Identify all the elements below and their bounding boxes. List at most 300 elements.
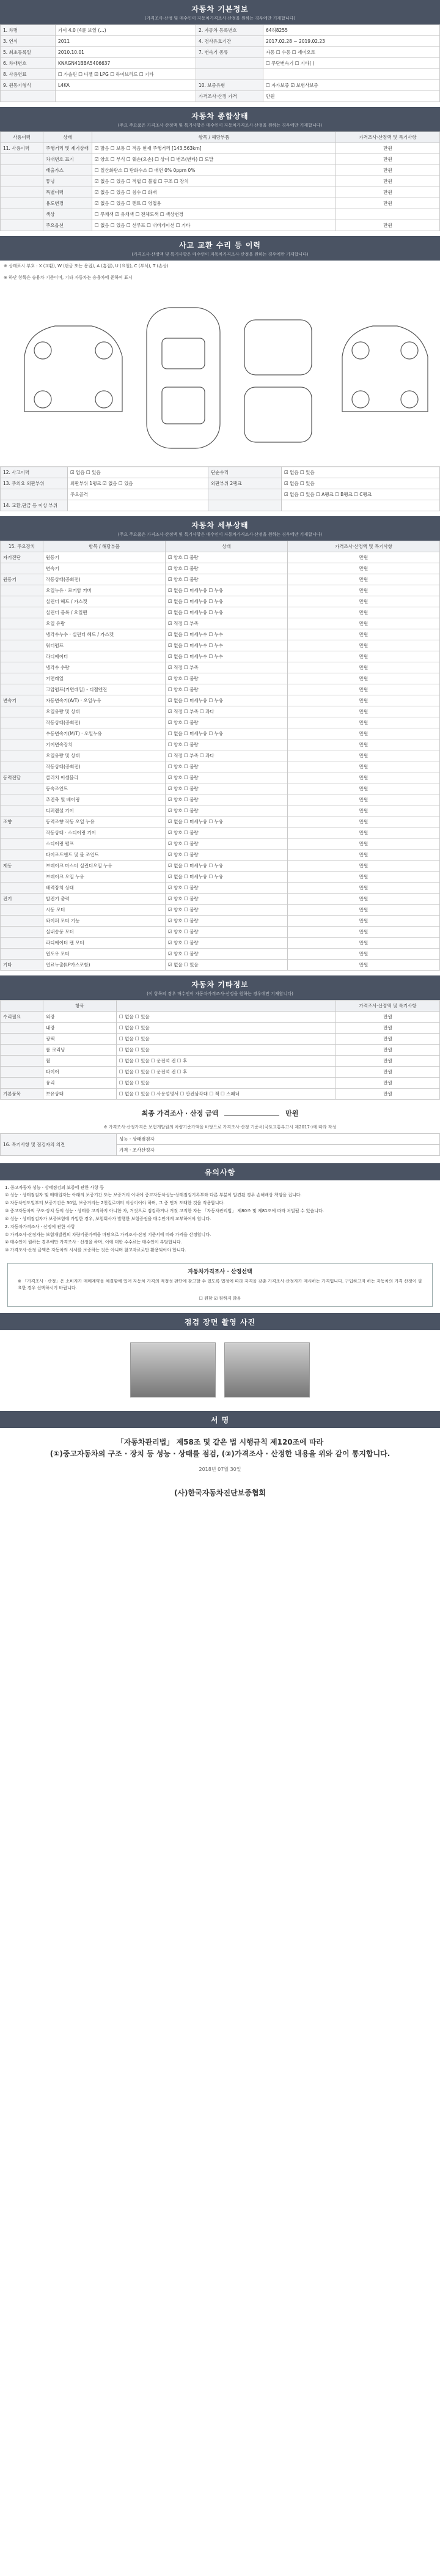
other-state: ☐ 없음 ☐ 있음 bbox=[117, 1012, 336, 1023]
photos-header bbox=[0, 1313, 440, 1330]
summary-row bbox=[1, 220, 440, 231]
detail-row bbox=[1, 905, 440, 916]
summary-table bbox=[0, 131, 440, 231]
detail-row bbox=[1, 574, 440, 585]
basic-value bbox=[56, 91, 196, 102]
detail-price: 만원 bbox=[288, 673, 440, 684]
accident-value-2 bbox=[282, 500, 440, 511]
detail-price: 만원 bbox=[288, 916, 440, 927]
detail-category bbox=[1, 739, 43, 750]
other-row bbox=[1, 1034, 440, 1045]
summary-price: 만원 bbox=[336, 165, 440, 176]
detail-state: ☑ 없음 ☐ 미세누유 ☐ 누유 bbox=[166, 585, 288, 596]
inspection-photo-rear bbox=[224, 1342, 310, 1397]
notice-line: ③ 중고자동차의 구조·장치 등의 성능 · 상태를 고지하지 아니한 자, 거짓으로 점검하거나 거짓 고지한 자는 「자동차관리법」 제80조 및 제81조에 따라 처벌될 수 있습니다. bbox=[5, 1208, 324, 1214]
other-item: 타이어 bbox=[43, 1067, 117, 1078]
detail-price: 만원 bbox=[288, 717, 440, 728]
summary-category bbox=[1, 187, 43, 198]
summary-category bbox=[1, 165, 43, 176]
detail-row bbox=[1, 717, 440, 728]
summary-price: 만원 bbox=[336, 187, 440, 198]
car-diagram bbox=[0, 283, 440, 467]
basic-value-2: 만원 bbox=[263, 91, 440, 102]
summary-subcategory: 색상 bbox=[43, 209, 92, 220]
detail-item: 라디에이터 bbox=[43, 651, 166, 662]
other-price: 만원 bbox=[336, 1012, 440, 1023]
detail-category bbox=[1, 728, 43, 739]
detail-row bbox=[1, 761, 440, 772]
detail-price: 만원 bbox=[288, 894, 440, 905]
detail-price: 만원 bbox=[288, 574, 440, 585]
detail-state: ☐ 양호 ☐ 불량 bbox=[166, 761, 288, 772]
detail-price: 만원 bbox=[288, 905, 440, 916]
detail-price: 만원 bbox=[288, 816, 440, 827]
detail-table bbox=[0, 541, 440, 971]
other-header bbox=[0, 975, 440, 1000]
inspection-photo-front bbox=[130, 1342, 216, 1397]
notice-line: ③ 가격조사·산정 금액은 자동차의 시세를 보증하는 것은 아니며 참고자료로만 활용되어야 합니다. bbox=[5, 1248, 186, 1253]
detail-price: 만원 bbox=[288, 949, 440, 960]
detail-item: 브레이크 마스터 실린더오일 누유 bbox=[43, 861, 166, 872]
detail-state: ☑ 없음 ☐ 미세누유 ☐ 누유 bbox=[166, 872, 288, 883]
detail-price: 만원 bbox=[288, 651, 440, 662]
accident-header bbox=[0, 236, 440, 261]
other-col-3 bbox=[117, 1001, 336, 1012]
detail-category: 동력전달 bbox=[1, 772, 43, 783]
summary-price: 만원 bbox=[336, 198, 440, 209]
price-choice-check[interactable]: ☐ 원함 ☑ 원하지 않음 bbox=[199, 1295, 241, 1301]
detail-item: 고압펌프(커먼레일) - 디젤엔진 bbox=[43, 684, 166, 695]
other-category: 기본품목 bbox=[1, 1089, 43, 1100]
detail-state: ☑ 양호 ☐ 불량 bbox=[166, 916, 288, 927]
summary-category bbox=[1, 198, 43, 209]
summary-items: ☑ 없음 ☐ 있음 ☐ 침수 ☐ 화재 bbox=[92, 187, 336, 198]
other-row bbox=[1, 1012, 440, 1023]
detail-row bbox=[1, 916, 440, 927]
detail-category bbox=[1, 794, 43, 805]
basic-value-2 bbox=[263, 69, 440, 80]
basic-label: 8. 사용연료 bbox=[1, 69, 56, 80]
accident-value-2: ☑ 없음 ☐ 있음 ☐ A랭크 ☐ B랭크 ☐ C랭크 bbox=[282, 489, 440, 500]
other-item: 룸 크리닝 bbox=[43, 1045, 117, 1056]
accident-label: 13. 주의요 외판부위 bbox=[1, 478, 68, 489]
detail-price: 만원 bbox=[288, 761, 440, 772]
detail-item: 냉각수 수량 bbox=[43, 662, 166, 673]
basic-label-2 bbox=[196, 69, 263, 80]
summary-subcategory: 용도변경 bbox=[43, 198, 92, 209]
notice-line: ① 가격조사·산정자는 보험개발원의 차량기준가액을 바탕으로 가격조사·산정 기준서에 따라 가격을 산정합니다. bbox=[5, 1232, 211, 1237]
basic-label-2: 7. 변속기 종류 bbox=[196, 47, 263, 58]
detail-category: 제동 bbox=[1, 861, 43, 872]
detail-price: 만원 bbox=[288, 849, 440, 861]
detail-row bbox=[1, 662, 440, 673]
detail-row bbox=[1, 629, 440, 640]
detail-col-3: 상태 bbox=[166, 541, 288, 552]
summary-items: ☑ 없음 ☐ 있음 ☐ 적법 ☐ 불법 ☐ 구조 ☐ 장치 bbox=[92, 176, 336, 187]
basic-value: ☐ 가솔린 ☐ 디젤 ☑ LPG ☐ 하이브리드 ☐ 기타 bbox=[56, 69, 196, 80]
accident-value: ☑ 없음 ☐ 있음 bbox=[68, 467, 208, 478]
notice-line: ④ 성능 · 상태점검자가 보증보험에 가입한 경우, 보험회사가 발행한 보험증권을 매수인에게 교부하여야 합니다. bbox=[5, 1216, 211, 1221]
basic-row bbox=[1, 25, 440, 36]
notice-body bbox=[0, 1180, 440, 1259]
summary-row bbox=[1, 198, 440, 209]
detail-row bbox=[1, 728, 440, 739]
other-row bbox=[1, 1089, 440, 1100]
detail-price: 만원 bbox=[288, 596, 440, 607]
detail-state: ☑ 양호 ☐ 불량 bbox=[166, 905, 288, 916]
final-price-field bbox=[224, 1115, 279, 1116]
basic-value-2: 자동 ☐ 수동 ☐ 세미오토 bbox=[263, 47, 440, 58]
accident-value: 외판부위 1랭크 ☑ 없음 ☐ 있음 bbox=[68, 478, 208, 489]
detail-price: 만원 bbox=[288, 728, 440, 739]
detail-category bbox=[1, 585, 43, 596]
detail-category: 기타 bbox=[1, 960, 43, 971]
summary-price: 만원 bbox=[336, 220, 440, 231]
detail-row bbox=[1, 739, 440, 750]
other-category: 수리필요 bbox=[1, 1012, 43, 1023]
other-category bbox=[1, 1078, 43, 1089]
detail-category bbox=[1, 596, 43, 607]
detail-item: 워터펌프 bbox=[43, 640, 166, 651]
detail-row bbox=[1, 827, 440, 838]
detail-item: 실린더 헤드 / 가스켓 bbox=[43, 596, 166, 607]
accident-legend: ※ 상태표시 부호 : X (교환), W (판금 또는 용접), A (흠집), U (요철), C (부식), T (손상) bbox=[4, 264, 169, 268]
detail-price: 만원 bbox=[288, 662, 440, 673]
special-row-2: 가격 · 조사산정자 bbox=[117, 1144, 440, 1155]
detail-category bbox=[1, 629, 43, 640]
detail-row bbox=[1, 960, 440, 971]
summary-subcategory: 배출가스 bbox=[43, 165, 92, 176]
detail-price: 만원 bbox=[288, 772, 440, 783]
other-item: 광택 bbox=[43, 1034, 117, 1045]
accident-subtitle: (가격조사·산정액 및 특기사항은 매수인이 자동차가격조사·산정을 원하는 경우에만 기재합니다) bbox=[131, 252, 309, 257]
summary-subcategory: 튜닝 bbox=[43, 176, 92, 187]
accident-row bbox=[1, 489, 440, 500]
summary-row bbox=[1, 154, 440, 165]
detail-row bbox=[1, 883, 440, 894]
detail-price: 만원 bbox=[288, 585, 440, 596]
detail-state: ☑ 없음 ☐ 미세누수 ☐ 누수 bbox=[166, 629, 288, 640]
accident-label bbox=[1, 489, 68, 500]
detail-state: ☑ 없음 ☐ 미세누유 ☐ 누유 bbox=[166, 596, 288, 607]
summary-subcategory: 특별이력 bbox=[43, 187, 92, 198]
basic-value-2: ☐ 무단변속기 ☐ 기타( ) bbox=[263, 58, 440, 69]
basic-info-header bbox=[0, 0, 440, 24]
detail-price: 만원 bbox=[288, 607, 440, 618]
detail-price: 만원 bbox=[288, 563, 440, 574]
photos-row bbox=[0, 1330, 440, 1411]
photos-section bbox=[0, 1313, 440, 1411]
other-state: ☐ 없음 ☐ 있음 bbox=[117, 1034, 336, 1045]
final-price-unit: 만원 bbox=[285, 1109, 299, 1117]
detail-price: 만원 bbox=[288, 960, 440, 971]
detail-state: ☑ 양호 ☐ 불량 bbox=[166, 849, 288, 861]
other-category bbox=[1, 1034, 43, 1045]
detail-item: 원동기 bbox=[43, 552, 166, 563]
other-state: ☐ 없음 ☐ 있음 ☐ 운전석 전 ☐ 후 bbox=[117, 1056, 336, 1067]
notice-line: ② 자동차인도일부터 보증기간은 30일, 보증거리는 2천킬로미터 이상이어야 하며, 그 중 먼저 도래한 것을 적용합니다. bbox=[5, 1201, 225, 1206]
detail-category bbox=[1, 927, 43, 938]
detail-category bbox=[1, 949, 43, 960]
notice-line: 1. 중고자동차 성능 · 상태점검의 보증에 관한 사항 등 bbox=[5, 1185, 104, 1190]
basic-label: 9. 원동기형식 bbox=[1, 80, 56, 91]
detail-price: 만원 bbox=[288, 861, 440, 872]
detail-price: 만원 bbox=[288, 883, 440, 894]
other-col-1 bbox=[1, 1001, 43, 1012]
other-price: 만원 bbox=[336, 1078, 440, 1089]
other-price: 만원 bbox=[336, 1089, 440, 1100]
basic-row bbox=[1, 69, 440, 80]
detail-item: 오일유량 및 상태 bbox=[43, 750, 166, 761]
detail-item: 오일유량 및 상태 bbox=[43, 706, 166, 717]
detail-price: 만원 bbox=[288, 805, 440, 816]
other-category bbox=[1, 1045, 43, 1056]
detail-col-1: 15. 주요장치 bbox=[1, 541, 43, 552]
detail-category bbox=[1, 651, 43, 662]
detail-item: 기어변속장치 bbox=[43, 739, 166, 750]
detail-row bbox=[1, 927, 440, 938]
basic-info-title: 자동차 기본정보 bbox=[191, 5, 249, 13]
sign-date: 2018년 07월 30일 bbox=[199, 1467, 241, 1472]
detail-item: 냉각수누수 · 실린더 헤드 / 가스켓 bbox=[43, 629, 166, 640]
detail-item: 동력조향 작동 오일 누유 bbox=[43, 816, 166, 827]
detail-item: 타이로드엔드 및 볼 조인트 bbox=[43, 849, 166, 861]
sign-text-1: 「자동차관리법」 제58조 및 같은 법 시행규칙 제120조에 따라 bbox=[116, 1437, 324, 1446]
detail-row bbox=[1, 563, 440, 574]
detail-item: 작동상태(공회전) bbox=[43, 574, 166, 585]
summary-row bbox=[1, 165, 440, 176]
detail-category bbox=[1, 938, 43, 949]
detail-row bbox=[1, 949, 440, 960]
accident-value-2: ☑ 없음 ☐ 있음 bbox=[282, 467, 440, 478]
detail-row bbox=[1, 861, 440, 872]
detail-item: 디퍼렌셜 기어 bbox=[43, 805, 166, 816]
other-subtitle: (이 항목의 경우 매수인이 자동차가격조사·산정을 원하는 경우에만 기재합니다) bbox=[147, 991, 293, 996]
other-state: ☐ 없음 ☐ 있음 bbox=[117, 1078, 336, 1089]
basic-row bbox=[1, 80, 440, 91]
other-price: 만원 bbox=[336, 1023, 440, 1034]
detail-price: 만원 bbox=[288, 706, 440, 717]
car-outline-diagram bbox=[0, 283, 440, 467]
detail-category bbox=[1, 805, 43, 816]
special-label: 16. 특기사항 및 점검자의 의견 bbox=[1, 1133, 117, 1155]
summary-row bbox=[1, 176, 440, 187]
price-choice-text: ※ 「가격조사 · 산정」은 소비자가 매매계약을 체결함에 있어 자동차 가격의 적정성 판단에 참고할 수 있도록 법정에 따라 자격을 갖춘 가격조사·산정자가 제시하는 가격입니다. 구입하고자 하는 자동차의 가격 산정이 필요한 경우 선택하시기 바랍니다. bbox=[18, 1279, 422, 1290]
summary-items: ☑ 없음 ☐ 있음 ☐ 렌트 ☐ 영업용 bbox=[92, 198, 336, 209]
detail-price: 만원 bbox=[288, 739, 440, 750]
other-price: 만원 bbox=[336, 1067, 440, 1078]
detail-state: ☐ 양호 ☐ 불량 bbox=[166, 739, 288, 750]
detail-state: ☑ 양호 ☐ 불량 bbox=[166, 949, 288, 960]
basic-label-2: 10. 보증유형 bbox=[196, 80, 263, 91]
detail-item: 자동변속기(A/T) · 오일누유 bbox=[43, 695, 166, 706]
summary-row bbox=[1, 209, 440, 220]
detail-row bbox=[1, 596, 440, 607]
basic-label-2: 2. 자동차 등록번호 bbox=[196, 25, 263, 36]
summary-category: 11. 사용이력 bbox=[1, 143, 43, 154]
detail-item: 배력장치 상태 bbox=[43, 883, 166, 894]
notice-line: ② 매수인이 원하는 경우에만 가격조사 · 산정을 하며, 이에 대한 수수료는 매수인이 부담합니다. bbox=[5, 1240, 182, 1245]
accident-label: 12. 사고이력 bbox=[1, 467, 68, 478]
detail-state: ☑ 양호 ☐ 불량 bbox=[166, 927, 288, 938]
summary-category bbox=[1, 154, 43, 165]
detail-category bbox=[1, 827, 43, 838]
detail-row bbox=[1, 894, 440, 905]
other-col-4: 가격조사·산정액 및 특기사항 bbox=[336, 1001, 440, 1012]
summary-title: 자동차 종합상태 bbox=[191, 112, 249, 120]
detail-row bbox=[1, 872, 440, 883]
detail-row bbox=[1, 585, 440, 596]
accident-title: 사고 교환 수리 등 이력 bbox=[178, 241, 262, 250]
detail-category bbox=[1, 706, 43, 717]
accident-row bbox=[1, 467, 440, 478]
summary-category bbox=[1, 176, 43, 187]
summary-header bbox=[0, 107, 440, 131]
detail-state: ☑ 없음 ☐ 미세누수 ☐ 누수 bbox=[166, 640, 288, 651]
detail-price: 만원 bbox=[288, 750, 440, 761]
accident-label-2: 단순수리 bbox=[208, 467, 282, 478]
summary-col-2: 상태 bbox=[43, 132, 92, 143]
detail-item: 와이퍼 모터 기능 bbox=[43, 916, 166, 927]
sign-section bbox=[0, 1411, 440, 1498]
detail-title: 자동차 세부상태 bbox=[191, 521, 249, 530]
other-row bbox=[1, 1056, 440, 1067]
basic-info-table bbox=[0, 24, 440, 102]
other-category bbox=[1, 1023, 43, 1034]
basic-label: 3. 연식 bbox=[1, 36, 56, 47]
detail-category bbox=[1, 750, 43, 761]
summary-section bbox=[0, 107, 440, 231]
detail-item: 스티어링 펌프 bbox=[43, 838, 166, 849]
accident-table bbox=[0, 467, 440, 511]
detail-state: ☑ 양호 ☐ 불량 bbox=[166, 838, 288, 849]
other-category bbox=[1, 1056, 43, 1067]
basic-value: 2011 bbox=[56, 36, 196, 47]
summary-price: 만원 bbox=[336, 176, 440, 187]
detail-price: 만원 bbox=[288, 927, 440, 938]
detail-item: 커먼레일 bbox=[43, 673, 166, 684]
detail-item: 실내송풍 모터 bbox=[43, 927, 166, 938]
summary-col-3: 항목 / 해당부품 bbox=[92, 132, 336, 143]
detail-category bbox=[1, 673, 43, 684]
detail-state: ☑ 양호 ☐ 불량 bbox=[166, 938, 288, 949]
other-row bbox=[1, 1045, 440, 1056]
other-state: ☐ 없음 ☐ 있음 bbox=[117, 1045, 336, 1056]
accident-section bbox=[0, 236, 440, 511]
basic-value-2: ☐ 자가보증 ☑ 보험사보증 bbox=[263, 80, 440, 91]
detail-state: ☑ 양호 ☐ 불량 bbox=[166, 717, 288, 728]
accident-row bbox=[1, 500, 440, 511]
notice-header bbox=[0, 1163, 440, 1180]
detail-item: 라디에이터 팬 모터 bbox=[43, 938, 166, 949]
special-table bbox=[0, 1133, 440, 1156]
summary-subcategory: 주요옵션 bbox=[43, 220, 92, 231]
accident-legend-2: ※ 하단 항목은 승용차 기준이며, 기타 자동차는 승용차에 준하여 표시 bbox=[4, 275, 133, 280]
detail-category bbox=[1, 607, 43, 618]
other-row bbox=[1, 1078, 440, 1089]
detail-row bbox=[1, 651, 440, 662]
final-price-label: 최종 가격조사 · 산정 금액 bbox=[141, 1109, 219, 1117]
summary-items: ☐ 무채색 ☑ 유채색 ☐ 전체도색 ☐ 색상변경 bbox=[92, 209, 336, 220]
detail-state: ☐ 양호 ☐ 불량 bbox=[166, 684, 288, 695]
detail-state: ☑ 양호 ☐ 불량 bbox=[166, 783, 288, 794]
special-row-1: 성능 · 상태점검자 bbox=[117, 1133, 440, 1144]
detail-category bbox=[1, 783, 43, 794]
detail-state: ☑ 양호 ☐ 불량 bbox=[166, 673, 288, 684]
detail-state: ☑ 없음 ☐ 미세누유 ☐ 누유 bbox=[166, 695, 288, 706]
summary-items: ☐ 없음 ☐ 있음 ☐ 선루프 ☐ 내비게이션 ☐ 기타 bbox=[92, 220, 336, 231]
detail-row bbox=[1, 772, 440, 783]
detail-category: 조향 bbox=[1, 816, 43, 827]
detail-row bbox=[1, 552, 440, 563]
basic-row bbox=[1, 47, 440, 58]
detail-state: ☑ 양호 ☐ 불량 bbox=[166, 883, 288, 894]
detail-state: ☑ 양호 ☐ 불량 bbox=[166, 772, 288, 783]
detail-state: ☑ 없음 ☐ 미세누수 ☐ 누수 bbox=[166, 651, 288, 662]
basic-label: 6. 차대번호 bbox=[1, 58, 56, 69]
other-item: 유리 bbox=[43, 1078, 117, 1089]
detail-category bbox=[1, 916, 43, 927]
detail-category: 변속기 bbox=[1, 695, 43, 706]
sign-text-2: (①)중고자동차의 구조 · 장치 등 성능 · 상태를 점검, (②)가격조사 · 산정한 내용을 위와 같이 통지합니다. bbox=[50, 1449, 391, 1458]
summary-items: ☑ 양호 ☐ 부식 ☐ 훼손(오손) ☐ 상이 ☐ 변조(변타) ☐ 도말 bbox=[92, 154, 336, 165]
detail-category bbox=[1, 618, 43, 629]
basic-label-2 bbox=[196, 58, 263, 69]
other-state: ☐ 없음 ☐ 있음 ☐ 사용설명서 ☐ 안전삼각대 ☐ 잭 ☐ 스패너 bbox=[117, 1089, 336, 1100]
detail-row bbox=[1, 695, 440, 706]
other-state: ☐ 없음 ☐ 있음 ☐ 운전석 전 ☐ 후 bbox=[117, 1067, 336, 1078]
accident-label-2 bbox=[208, 500, 282, 511]
final-price-row bbox=[0, 1100, 440, 1122]
detail-row bbox=[1, 607, 440, 618]
detail-price: 만원 bbox=[288, 629, 440, 640]
basic-label: 1. 차명 bbox=[1, 25, 56, 36]
detail-item: 작동상태(공회전) bbox=[43, 717, 166, 728]
detail-row bbox=[1, 816, 440, 827]
detail-category: 자기진단 bbox=[1, 552, 43, 563]
detail-state: ☑ 양호 ☐ 불량 bbox=[166, 552, 288, 563]
detail-item: 윈도우 모터 bbox=[43, 949, 166, 960]
detail-item: 브레이크 오일 누유 bbox=[43, 872, 166, 883]
basic-value: L4KA bbox=[56, 80, 196, 91]
detail-category bbox=[1, 662, 43, 673]
summary-category bbox=[1, 220, 43, 231]
price-choice-box bbox=[7, 1263, 433, 1307]
detail-state: ☑ 없음 ☐ 미세누유 ☐ 누유 bbox=[166, 607, 288, 618]
summary-items: ☐ 일산화탄소 ☐ 탄화수소 ☐ 매연 0% 0ppm 0% bbox=[92, 165, 336, 176]
accident-label-2: 외판부위 2랭크 bbox=[208, 478, 282, 489]
detail-row bbox=[1, 750, 440, 761]
accident-label: 14. 교환,판금 등 이상 부위 bbox=[1, 500, 68, 511]
photos-title: 점검 장면 촬영 사진 bbox=[184, 1317, 256, 1327]
detail-category bbox=[1, 761, 43, 772]
basic-label bbox=[1, 91, 56, 102]
notice-title: 유의사항 bbox=[204, 1168, 236, 1177]
detail-item: 작동상태 · 스티어링 기어 bbox=[43, 827, 166, 838]
detail-state: ☑ 양호 ☐ 불량 bbox=[166, 794, 288, 805]
basic-label-2: 4. 검사유효기간 bbox=[196, 36, 263, 47]
summary-price bbox=[336, 209, 440, 220]
other-price: 만원 bbox=[336, 1045, 440, 1056]
notice-section bbox=[0, 1163, 440, 1307]
other-table bbox=[0, 1000, 440, 1100]
detail-row bbox=[1, 783, 440, 794]
other-price: 만원 bbox=[336, 1034, 440, 1045]
detail-item: 추진축 및 베어링 bbox=[43, 794, 166, 805]
accident-value bbox=[68, 500, 208, 511]
detail-row bbox=[1, 794, 440, 805]
detail-price: 만원 bbox=[288, 838, 440, 849]
